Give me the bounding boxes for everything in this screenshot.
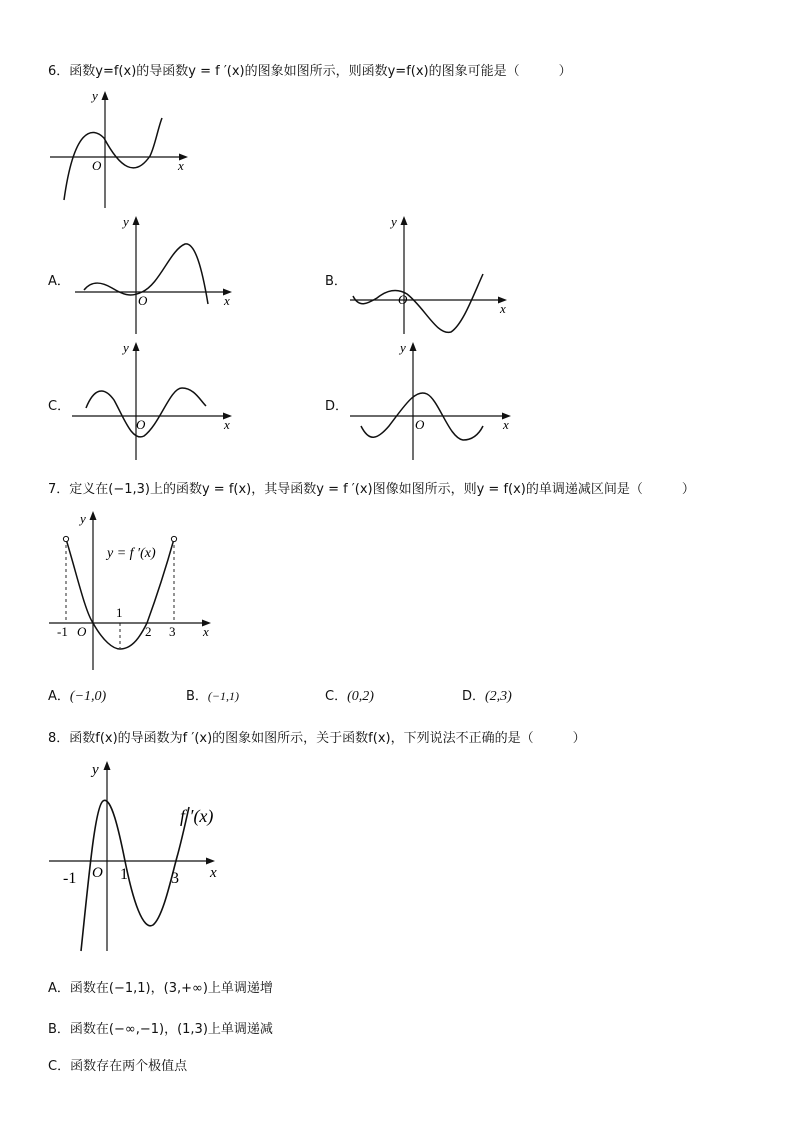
- y-arrow: [102, 91, 109, 100]
- x-label: x: [178, 158, 184, 173]
- svg-text:y: y: [123, 340, 129, 355]
- svg-text:y: y: [391, 214, 397, 229]
- svg-text:O: O: [138, 293, 148, 308]
- svg-text:x: x: [224, 417, 230, 432]
- svg-text:-1: -1: [57, 624, 68, 639]
- svg-text:O: O: [77, 624, 87, 639]
- q7-option-c[interactable]: C．(0,2): [325, 689, 374, 704]
- svg-text:O: O: [415, 417, 425, 432]
- q8-option-a[interactable]: A．函数在(−1,1)，(3,+∞)上单调递增: [48, 981, 273, 996]
- svg-text:1: 1: [116, 605, 123, 620]
- q7-option-b[interactable]: B．(−1,1): [186, 689, 240, 704]
- derivative-curve: [64, 118, 162, 200]
- q6-stem: 6．函数y=f(x)的导函数y = f ′(x)的图象如图所示，则函数y=f(x)的图象可能是（ ）: [48, 64, 572, 79]
- svg-text:y: y: [400, 340, 406, 355]
- svg-text:O: O: [398, 292, 408, 307]
- q7-option-a[interactable]: A．(−1,0): [48, 689, 107, 704]
- svg-text:y: y: [80, 511, 86, 526]
- q8-graph-label: f ′(x): [180, 806, 214, 826]
- q8-graph: [45, 755, 230, 955]
- svg-text:x: x: [210, 865, 217, 881]
- svg-text:O: O: [92, 865, 103, 881]
- svg-text:3: 3: [169, 624, 176, 639]
- svg-text:x: x: [203, 624, 209, 639]
- q6-option-a-graph[interactable]: [70, 212, 240, 336]
- curve-b: [353, 274, 483, 332]
- svg-text:O: O: [136, 417, 146, 432]
- svg-text:y: y: [92, 762, 99, 778]
- y-label: y: [92, 88, 98, 103]
- q6-option-d-graph[interactable]: [345, 338, 515, 462]
- q7-option-d[interactable]: D．(2,3): [462, 689, 512, 704]
- svg-text:1: 1: [120, 866, 128, 883]
- q8-option-b[interactable]: B．函数在(−∞,−1)，(1,3)上单调递减: [48, 1022, 273, 1037]
- svg-text:3: 3: [171, 870, 179, 887]
- q8-option-c[interactable]: C．函数存在两个极值点: [48, 1059, 188, 1074]
- svg-text:-1: -1: [63, 870, 77, 887]
- curve-c: [86, 388, 206, 437]
- origin-label: O: [92, 158, 102, 173]
- q6-option-b-graph[interactable]: [345, 212, 515, 336]
- svg-text:x: x: [503, 417, 509, 432]
- q6-option-d-label[interactable]: D．: [325, 399, 349, 414]
- svg-text:2: 2: [145, 624, 152, 639]
- q6-main-graph: [40, 88, 200, 212]
- q8-stem: 8．函数f(x)的导函数为f ′(x)的图象如图所示，关于函数f(x)，下列说法不正确的是（ ）: [48, 731, 586, 746]
- q6-option-c-label[interactable]: C．: [48, 399, 71, 414]
- svg-text:x: x: [224, 293, 230, 308]
- q6-option-b-label[interactable]: B．: [325, 274, 347, 289]
- q6-option-c-graph[interactable]: [70, 338, 240, 462]
- svg-text:x: x: [500, 301, 506, 316]
- q6-option-a-label[interactable]: A．: [48, 274, 70, 289]
- q7-graph-label: y = f ′(x): [107, 546, 156, 561]
- svg-text:y: y: [123, 214, 129, 229]
- q7-graph: [45, 505, 220, 675]
- q7-stem: 7．定义在(−1,3)上的函数y = f(x)，其导函数y = f ′(x)图像如图所示，则y = f(x)的单调递减区间是（ ）: [48, 482, 695, 497]
